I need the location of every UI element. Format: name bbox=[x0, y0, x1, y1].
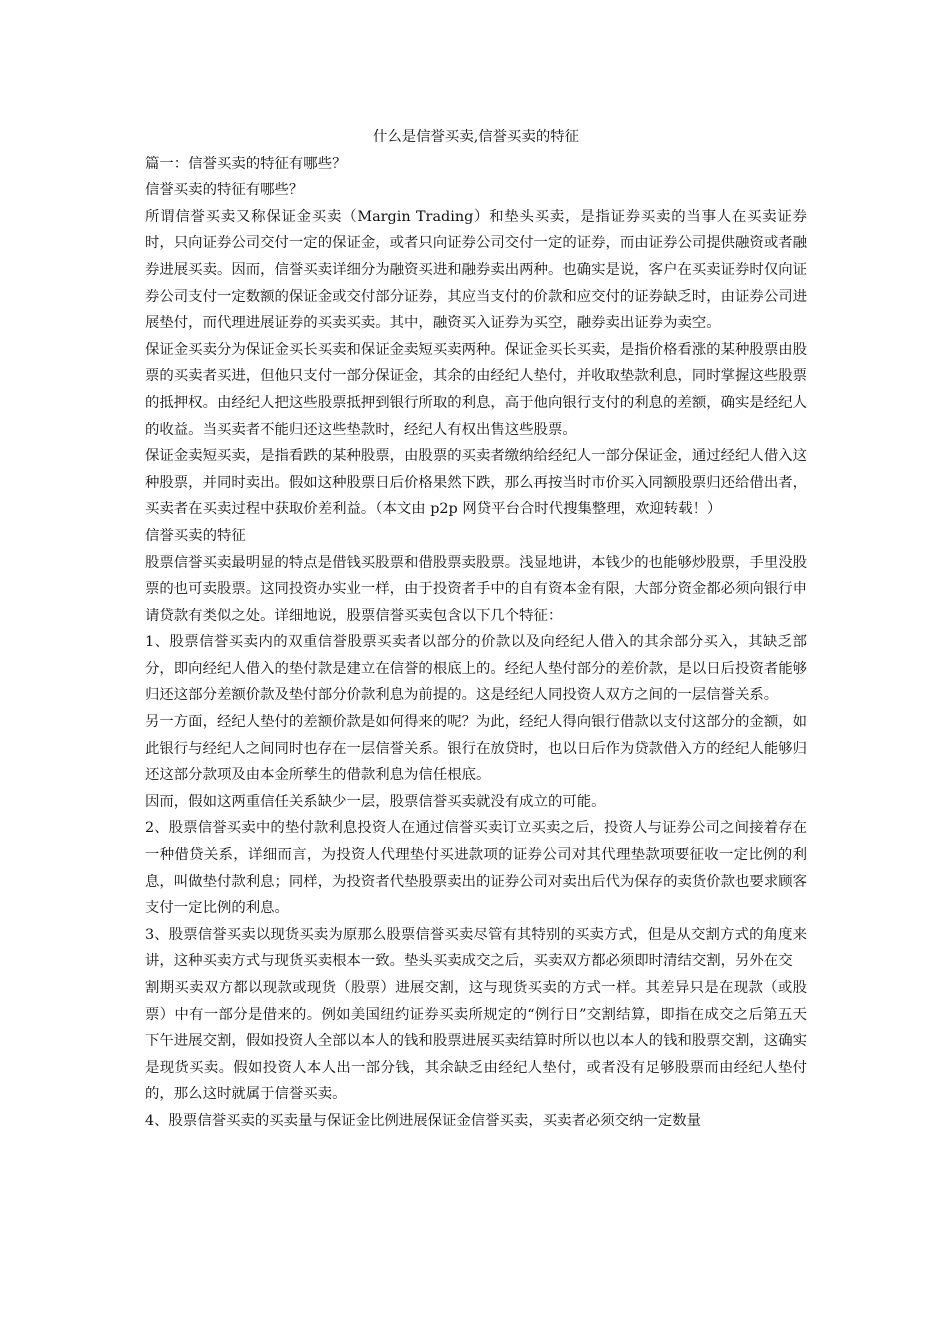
paragraph: 股票信誉买卖最明显的特点是借钱买股票和借股票卖股票。浅显地讲，本钱少的也能够炒股票，手里没股票的也可卖股票。这同投资办实业一样，由于投资者手中的自有资本金有限，大部分资金都必须向银行申请贷款有类似之处。详细地说，股票信誉买卖包含以下几个特征： bbox=[145, 554, 807, 624]
document-title: 什么是信誉买卖,信誉买卖的特征 bbox=[372, 129, 580, 145]
paragraph: 割期买卖双方都以现款或现货（股票）进展交割，这与现货买卖的方式一样。其差异只是在现款（或股票）中有一部分是借来的。例如美国纽约证券买卖所规定的“例行日”交割结算，即指在成交之后第五天下午进展交割，假如投资人全部以本人的钱和股票进展买卖结算时所以也以本人的钱和股票交割，这确实是现货买卖。假如投资人本人出一部分钱，其余缺乏由经纪人垫付，或者没有足够股票而由经纪人垫付的，那么这时就属于信誉买卖。 bbox=[145, 980, 807, 1103]
paragraph: 另一方面，经纪人垫付的差额价款是如何得来的呢？为此，经纪人得向银行借款以支付这部分的金额，如此银行与经纪人之间同时也存在一层信誉关系。银行在放贷时，也以日后作为贷款借入方的经纪人能够归还这部分款项及由本金所孳生的借款利息为信任根底。 bbox=[145, 714, 807, 784]
paragraph: 4、股票信誉买卖的买卖量与保证金比例进展保证金信誉买卖，买卖者必须交纳一定数量 bbox=[145, 1112, 702, 1129]
document-page bbox=[145, 124, 807, 1135]
paragraph: 信誉买卖的特征有哪些？ bbox=[145, 182, 304, 199]
paragraph: 因而，假如这两重信任关系缺少一层，股票信誉买卖就没有成立的可能。 bbox=[145, 793, 606, 810]
paragraph: 篇一：信誉买卖的特征有哪些？ bbox=[145, 155, 347, 172]
paragraph: 3、股票信誉买卖以现货买卖为原那么股票信誉买卖尽管有其特别的买卖方式，但是从交割方式的角度来讲，这种买卖方式与现货买卖根本一致。垫头买卖成交之后，买卖双方都必须即时清结交割，另外在交 bbox=[145, 926, 807, 970]
paragraph: 所谓信誉买卖又称保证金买卖（Margin Trading）和垫头买卖，是指证券买卖的当事人在买卖证券时，只向证券公司交付一定的保证金，或者只向证券公司交付一定的证券，而由证券公司提供融资或者融券进展买卖。因而，信誉买卖详细分为融资买进和融券卖出两种。也确实是说，客户在买卖证券时仅向证券公司支付一定数额的保证金或交付部分证券，其应当支付的价款和应交付的证券缺乏时，由证券公司进展垫付，而代理进展证券的买卖买卖。其中，融资买入证券为买空，融券卖出证券为卖空。 bbox=[145, 208, 807, 332]
paragraph: 2、股票信誉买卖中的垫付款利息投资人在通过信誉买卖订立买卖之后，投资人与证券公司之间接着存在一种借贷关系，详细而言，为投资人代理垫付买进款项的证券公司对其代理垫款项要征收一定比例的利息，叫做垫付款利息；同样，为投资者代垫股票卖出的证券公司对卖出后代为保存的卖货价款也要求顾客支付一定比例的利息。 bbox=[145, 820, 807, 917]
paragraph: 1、股票信誉买卖内的双重信誉股票买卖者以部分的价款以及向经纪人借入的其余部分买入，其缺乏部分，即向经纪人借入的垫付款是建立在信誉的根底上的。经纪人垫付部分的差价款，是以日后投资者能够归还这部分差额价款及垫付部分价款利息为前提的。这是经纪人同投资人双方之间的一层信誉关系。 bbox=[145, 634, 807, 704]
paragraph: 保证金买卖分为保证金买长买卖和保证金卖短买卖两种。保证金买长买卖，是指价格看涨的某种股票由股票的买卖者买进，但他只支付一部分保证金，其余的由经纪人垫付，并收取垫款利息，同时掌握这些股票的抵押权。由经纪人把这些股票抵押到银行所取的利息，高于他向银行支付的利息的差额，确实是经纪人的收益。当买卖者不能归还这些垫款时，经纪人有权出售这些股票。 bbox=[145, 341, 807, 438]
paragraph: 信誉买卖的特征 bbox=[145, 527, 246, 544]
paragraph: 保证金卖短买卖，是指看跌的某种股票，由股票的买卖者缴纳给经纪人一部分保证金，通过经纪人借入这种股票，并同时卖出。假如这种股票日后价格果然下跌，那么再按当时市价买入同额股票归还给借出者，买卖者在买卖过程中获取价差利益。（本文由 p2p 网贷平台合时代搜集整理，欢迎转载！） bbox=[145, 448, 807, 518]
